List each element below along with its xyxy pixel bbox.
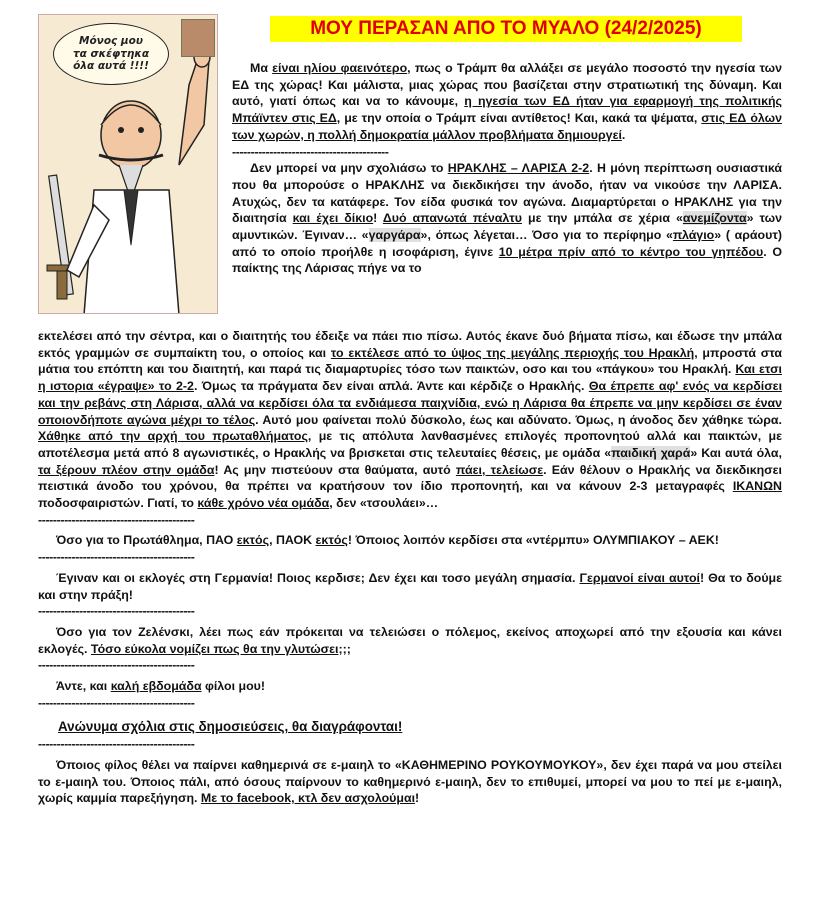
paragraph-football-cont: εκτελέσει από την σέντρα, και ο διαιτητής του έδειξε να πάει πιο πίσω. Αυτός έκανε δυό βήματα πίσω, και έδωσε την μπάλα εκτός γραμμών σε συμπαίκτη του, ο οποίος και το εκτέλεσε από το ύψος της μεγάλης περιοχής του Ηρακλή, μπροστά στα μάτια του επόπτη και του διαιτητή, και παρά τις διαμαρτυρίες τόσο των παικτών, οσο και του «πάγκου» του Ηρακλή. Και ετσι η ιστορια «έγραψε» το 2-2. Όμως τα πράγματα δεν είναι απλά. Άντε και κέρδιζε ο Ηρακλής. Θα έπρεπε αφ' ενός να κερδίσει και την ρεβάνς στη Λάρισα, αλλά να κερδίσει όλα τα ενδιάμεσα παιχνίδια, ενώ η Λάρισα θα έπρεπε να μην κερδίσει σε έναν οποιονδήποτε αγώνα μέχρι το τέλος. Αυτό μου φαίνεται πολύ δύσκολο, έως και αδύνατο. Όμως, η άνοδος δεν χάθηκε τώρα. Χάθηκε από την αρχή του πρωταθλήματος, με τις απόλυτα λανθασμένες επιλογές προπονητού αλλά και παικτών, με αποτέλεσμα μετά από 8 αγωνιστικές, ο Ηρακλής να βρισκεται στις τελευταίες θέσεις, με ομάδα «παιδική χαρά» Και αυτά όλα, τα ξέρουν πλέον στην ομάδα! Ας μην πιστεύουν στα θαύματα, αυτό πάει, τελείωσε. Εάν θέλουν ο Ηρακλής να διεκδικησει πειστικά άνοδο του χρόνου, θα πρέπει να κρατήσουν τον ίδιο προπονητή, και να κάνουν 2-3 μεταγραφές ΙΚΑΝΩΝ ποδοσφαιριστών. Γιατί, το κάθε χρόνο νέα ομάδα, δεν «τσουλάει»… xyxy=(38,329,783,511)
separator: ------------------------------------------ xyxy=(38,512,195,527)
speech-bubble: Μόνος μου τα σκέφτηκα όλα αυτά !!!! xyxy=(53,23,169,85)
separator: ------------------------------------------ xyxy=(38,737,195,752)
separator: ------------------------------------------ xyxy=(38,695,195,710)
author-photo xyxy=(181,19,215,57)
separator: ------------------------------------------ xyxy=(38,604,195,619)
paragraph-zelensky: Όσο για τον Ζελένσκι, λέει πως εάν πρόκειται να τελειώσει ο πόλεμος, εκείνος αποχωρεί από την εξουσία και κάνει εκλογές. Τόσο εύκολα νομίζει πως θα την γλυτώσει;;; xyxy=(38,624,782,656)
paragraph-germany: Έγιναν και οι εκλογές στη Γερμανία! Ποιος κερδισε; Δεν έχει και τοσο μεγάλη σημασία. Γερμανοί είναι αυτοί! Θα το δούμε και στην πράξη! xyxy=(38,570,783,602)
page-title: ΜΟΥ ΠΕΡΑΣΑΝ ΑΠΟ ΤΟ ΜΥΑΛΟ (24/2/2025) xyxy=(270,16,742,42)
article-column xyxy=(232,60,782,277)
paragraph-trump: Μα είναι ηλίου φαεινότερο, πως ο Τράμπ θα αλλάξει σε μεγάλο ποσοστό την ηγεσία των ΕΔ της χώρας! Και μάλιστα, μιας χώρας που βασίζεται στην στρατιωτική της δύναμη. Και αυτό, γιατί όπως και να το κάνουμε, η ηγεσία των ΕΔ ήταν για εφαρμογή της πολιτικής Μπάϊντεν στις ΕΔ, με την οποία ο Τράμπ είναι αντίθετος! Και, κακά τα ψέματα, στις ΕΔ όλων των χωρών, η πολλή δημοκρατία μάλλον προβλήματα δημιουργεί. xyxy=(232,61,783,142)
separator: ------------------------------------------ xyxy=(38,658,195,673)
paragraph-goodbye: Άντε, και καλή εβδομάδα φίλοι μου! xyxy=(56,679,265,694)
article-full xyxy=(38,328,782,807)
anonymous-comments-notice: Ανώνυμα σχόλια στις δημοσιεύσεις, θα διαγράφονται! xyxy=(58,719,403,735)
separator: ------------------------------------------ xyxy=(232,144,389,159)
cartoon-illustration xyxy=(38,14,218,314)
separator: ------------------------------------------ xyxy=(38,550,195,565)
paragraph-football-start: Δεν μπορεί να μην σχολιάσω το ΗΡΑΚΛΗΣ – ΛΑΡΙΣΑ 2-2. Η μόνη περίπτωση ουσιαστικά που θα μπορούσε ο ΗΡΑΚΛΗΣ να διεκδικήσει την άνοδο, ήταν να νικούσε την ΛΑΡΙΣΑ. Ατυχώς, δεν τα κατάφερε. Τον είδα φυσικά τον αγώνα. Διαμαρτύρεται ο ΗΡΑΚΛΗΣ για την διαιτησία και έχει δίκιο! Δυό απανωτά πέναλτυ με την μπάλα σε χέρια «ανεμίζοντα» των αμυντικών. Έγιναν… «γαργάρα», όπως λέγεται… Όσο για το περίφημο «πλάγιο» ( αράουτ) από το οποίο προήλθε η ισοφάριση, έγινε 10 μέτρα πρίν από το κέντρο του γηπέδου. Ο παίκτης της Λάρισας πήγε να το xyxy=(232,161,783,276)
paragraph-championship: Όσο για το Πρωτάθλημα, ΠΑΟ εκτός, ΠΑΟΚ εκτός! Όποιος λοιπόν κερδίσει στα «ντέρμπυ» ΟΛΥΜΠΙΑΚΟΥ – ΑΕΚ! xyxy=(56,533,719,548)
paragraph-email: Όποιος φίλος θέλει να παίρνει καθημερινά σε ε-μαιηλ το «ΚΑΘΗΜΕΡΙΝΟ ΡΟΥΚΟΥΜΟΥΚΟΥ», δεν έχει παρά να μου στείλει το ε-μαιηλ του. Όποιος πάλι, από όσους παίρνουν το καθημερινό ε-μαιηλ, δεν το επιθυμεί, μπορεί να μου το πεί με ε-μαιηλ, χωρίς καμμία παρεξήγηση. Με το facebook, κτλ δεν ασχολούμαι! xyxy=(38,757,782,806)
